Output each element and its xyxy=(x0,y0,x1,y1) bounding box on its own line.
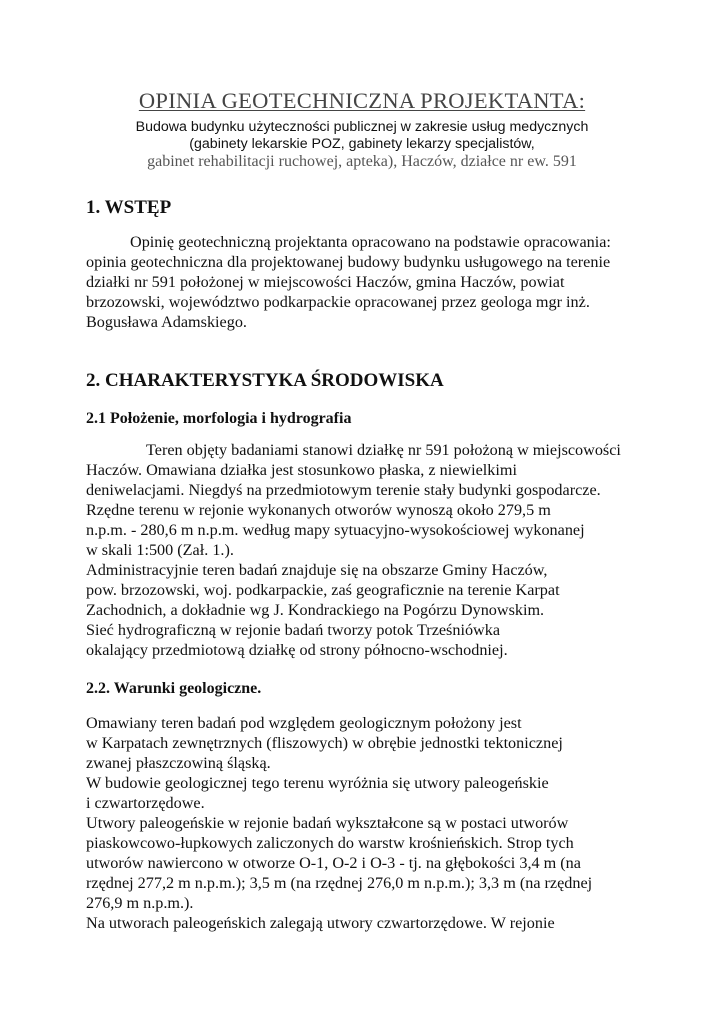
subtitle-line-1: Budowa budynku użyteczności publicznej w zakresie usług medycznych xyxy=(135,119,589,135)
paragraph-line: W budowie geologicznej tego terenu wyróżnia się utwory paleogeńskie xyxy=(86,774,549,792)
paragraph-line: Sieć hydrograficzną w rejonie badań tworzy potok Trześniówka xyxy=(86,621,501,639)
paragraph-line: działki nr 591 położonej w miejscowości Haczów, gmina Haczów, powiat xyxy=(86,273,565,291)
paragraph-line: zwanej płaszczowiną śląską. xyxy=(86,754,271,772)
document-title: OPINIA GEOTECHNICZNA PROJEKTANTA: xyxy=(138,88,586,113)
paragraph-line: opinia geotechniczna dla projektowanej budowy budynku usługowego na terenie xyxy=(86,253,611,271)
paragraph-line: Bogusława Adamskiego. xyxy=(86,313,247,331)
section-2-heading: 2. CHARAKTERYSTYKA ŚRODOWISKA xyxy=(86,370,444,391)
paragraph-line: Rzędne terenu w rejonie wykonanych otworów wynoszą około 279,5 m xyxy=(86,501,551,519)
paragraph-line: Na utworach paleogeńskich zalegają utwory czwartorzędowe. W rejonie xyxy=(86,914,555,932)
subsection-2-2-heading: 2.2. Warunki geologiczne. xyxy=(86,680,262,697)
subsection-2-1-heading: 2.1 Położenie, morfologia i hydrografia xyxy=(86,410,352,427)
paragraph-line: Zachodnich, a dokładnie wg J. Kondrackiego na Pogórzu Dynowskim. xyxy=(86,601,545,619)
paragraph-line: Haczów. Omawiana działka jest stosunkowo płaska, z niewielkimi xyxy=(86,461,517,479)
paragraph-line: Utwory paleogeńskie w rejonie badań wykształcone są w postaci utworów xyxy=(86,814,569,832)
paragraph-line: pow. brzozowski, woj. podkarpackie, zaś geograficznie na terenie Karpat xyxy=(86,581,560,599)
paragraph-line: i czwartorzędowe. xyxy=(86,794,205,812)
paragraph-line: utworów nawiercono w otworze O-1, O-2 i O-3 - tj. na głębokości 3,4 m (na xyxy=(86,854,581,872)
paragraph-line: okalający przedmiotową działkę od strony północno-wschodniej. xyxy=(86,641,508,659)
paragraph-line: 276,9 m n.p.m.). xyxy=(86,894,194,912)
paragraph-line: w Karpatach zewnętrznych (fliszowych) w obrębie jednostki tektonicznej xyxy=(86,734,563,752)
paragraph-line: Teren objęty badaniami stanowi działkę nr 591 położoną w miejscowości xyxy=(146,441,621,459)
paragraph-line: Omawiany teren badań pod względem geologicznym położony jest xyxy=(86,714,522,732)
paragraph-line: Opinię geotechniczną projektanta opracowano na podstawie opracowania: xyxy=(130,233,611,251)
paragraph-line: rzędnej 277,2 m n.p.m.); 3,5 m (na rzędnej 276,0 m n.p.m.); 3,3 m (na rzędnej xyxy=(86,874,593,892)
paragraph-line: brzozowski, województwo podkarpackie opracowanej przez geologa mgr inż. xyxy=(86,293,590,311)
paragraph-line: w skali 1:500 (Zał. 1.). xyxy=(86,541,234,559)
subtitle-line-2: (gabinety lekarskie POZ, gabinety lekarzy specjalistów, xyxy=(189,136,535,152)
paragraph-line: Administracyjnie teren badań znajduje się na obszarze Gminy Haczów, xyxy=(86,561,548,579)
paragraph-line: n.p.m. - 280,6 m n.p.m. według mapy sytuacyjno-wysokościowej wykonanej xyxy=(86,521,585,539)
section-1-heading: 1. WSTĘP xyxy=(86,197,172,218)
paragraph-line: deniwelacjami. Niegdyś na przedmiotowym terenie stały budynki gospodarcze. xyxy=(86,481,601,499)
paragraph-line: piaskowcowo-łupkowych zaliczonych do warstw krośnieńskich. Strop tych xyxy=(86,834,574,852)
subtitle-line-3: gabinet rehabilitacji ruchowej, apteka), Haczów, działce nr ew. 591 xyxy=(147,153,577,170)
